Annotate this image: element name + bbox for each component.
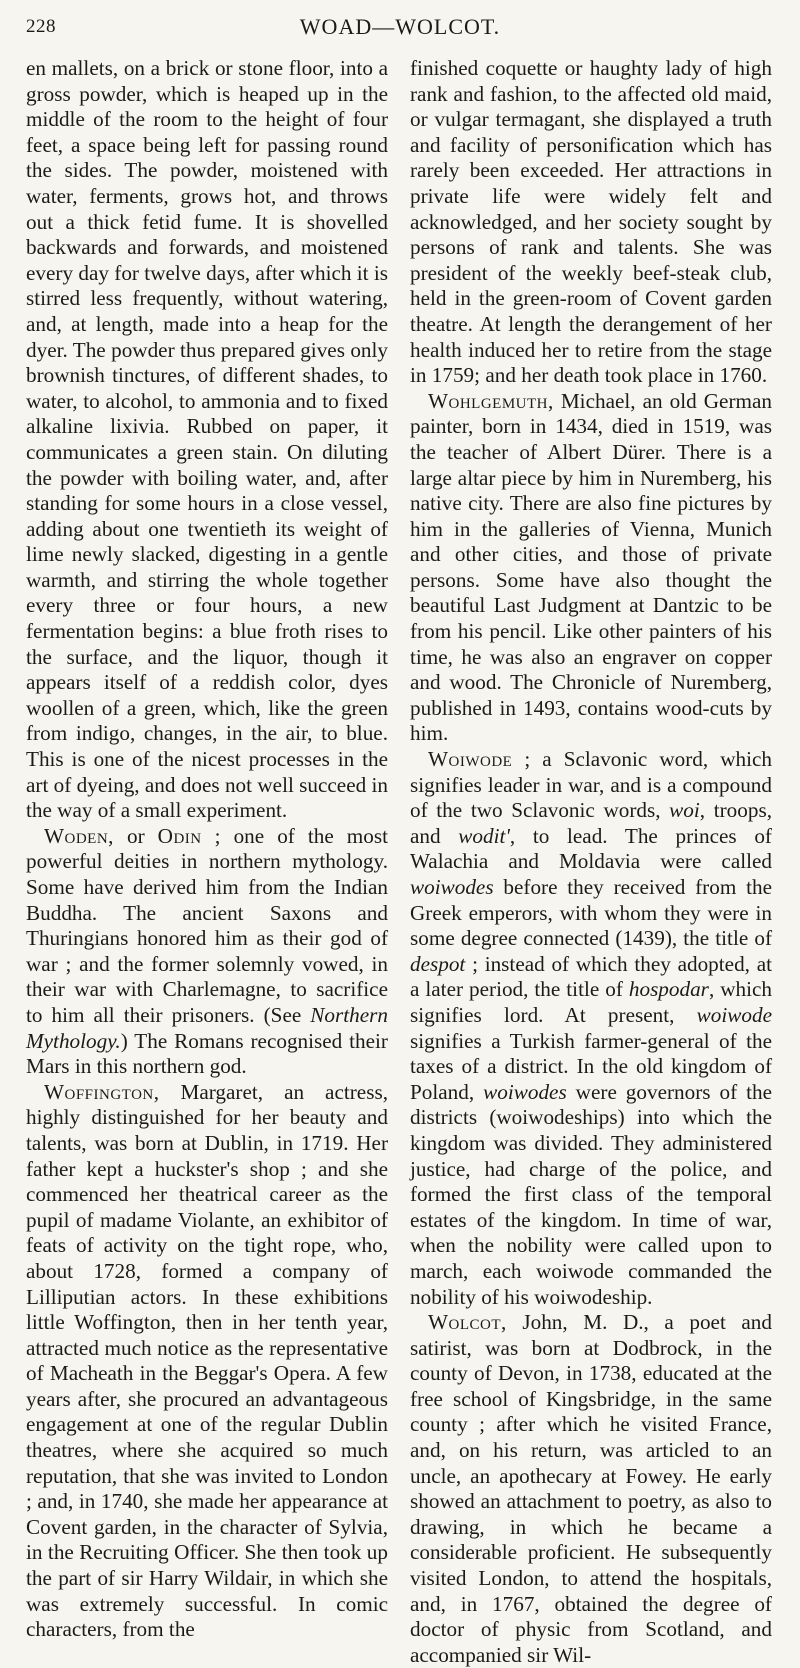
entry-woiwode xyxy=(410,747,772,1310)
right-column xyxy=(410,56,772,1668)
woden-text-end: ) The Romans recognised their Mars in this northern god. xyxy=(26,1028,388,1079)
headword-woden: Woden, xyxy=(44,823,114,848)
headword-woffington: Woffington, xyxy=(44,1079,160,1104)
italic-term: hospodar xyxy=(628,977,709,1002)
woiwode-text-3: , to lead. The princes of Walachia and Moldavia were called xyxy=(410,823,772,874)
headword-wolcot: Wolcot, xyxy=(428,1310,507,1335)
left-column xyxy=(26,56,388,1643)
italic-term: woiwodes xyxy=(483,1079,567,1104)
entry-wohlgemuth xyxy=(410,389,772,747)
headword-wohlgemuth: Wohlgemuth, xyxy=(428,388,554,413)
headword-woiwode: Woiwode xyxy=(428,747,513,772)
italic-term: wodit' xyxy=(458,823,510,848)
woad-entry-continued: en mallets, on a brick or stone floor, into a gross powder, which is heaped up in the middle of the room to the height of four feet, a space being left for passing round the sides. The powder, moistened with water, ferments, grows hot, and throws out a thick fetid fume. It is shovelled backwards and forwards, and moistened every day for twelve days, after which it is stirred less frequently, without watering, and, at length, made into a heap for the dyer. The powder thus prepared gives only brownish tinctures, of different shades, to water, to alcohol, to ammonia and to fixed alkaline lixivia. Rubbed on paper, it communicates a green stain. On diluting the powder with boiling water, and, after standing for some hours in a close vessel, adding about one twentieth its weight of lime newly slacked, digesting in a gentle warmth, and stirring the whole together every three or four hours, a new fermentation begins: a blue froth rises to the surface, and the liquor, though it appears itself of a reddish color, dyes woollen of a green, which, like the green from indigo, changes, in the air, to blue. This is one of the nicest processes in the art of dyeing, and does not well succeed in the way of a small experiment. xyxy=(26,56,388,823)
woiwode-text-4: before they received from the Greek emperors, with whom they were in some degree connected (1439), the title of xyxy=(410,875,772,951)
woiwode-text-2: , troops, and xyxy=(410,798,773,848)
italic-term: woiwode xyxy=(696,1002,772,1027)
entry-woden xyxy=(26,824,388,1080)
woiwode-text-8: were governors of the districts (woiwodeships) into which the kingdom was divided. They administered justice, had charge of the police, and formed the first class of the temporal estates of the kingdom. In time of war, when the nobility were called upon to march, each woiwode commanded the nobility of his woiwodeship. xyxy=(410,1079,772,1309)
woffington-text: Margaret, an actress, highly distinguished for her beauty and talents, was born at Dublin, in 1719. Her father kept a huckster's shop ; and she commenced her theatrical career as the pupil of madame Violante, an exhibitor of feats of activity on the tight rope, who, about 1728, formed a company of Lilliputian actors. In these exhibitions little Woffington, then in her tenth year, attracted much notice as the representative of Macheath in the Beggar's Opera. A few years after, she procured an advantageous engagement at one of the regular Dublin theatres, where she acquired so much reputation, that she was invited to London ; and, in 1740, she made her appearance at Covent garden, in the character of Sylvia, in the Recruiting Officer. She then took up the part of sir Harry Wildair, in which she was extremely successful. In comic characters, from the xyxy=(26,1079,388,1642)
wolcot-text: John, M. D., a poet and satirist, was born at Dodbrock, in the county of Devon, in 1738, educated at the free school of Kingsbridge, in the same county ; after which he visited France, and, on his return, was articled to an uncle, an apothecary at Fowey. He early showed an attachment to poetry, as also to drawing, in which he became a considerable proficient. He subsequently visited London, to attend the hospitals, and, in 1767, obtained the degree of doctor of physic from Scotland, and accompanied sir Wil- xyxy=(410,1310,772,1667)
woiwode-text-1: ; a Sclavonic word, which signifies leader in war, and is a compound of the two Sclavonic words, xyxy=(410,747,772,823)
italic-term: despot xyxy=(410,951,466,976)
woiwode-text-6: , which signifies lord. At present, xyxy=(410,977,773,1027)
running-head: WOAD—WOLCOT. xyxy=(299,14,501,39)
woffington-entry-continued: finished coquette or haughty lady of high rank and fashion, to the affected old maid, or vulgar termagant, she displayed a truth and facility of personification which has rarely been exceeded. Her attractions in private life were widely felt and acknowledged, and her society sought by persons of rank and talents. She was president of the weekly beef-steak club, held in the green-room of Covent garden theatre. At length the derangement of her health induced her to retire from the stage in 1759; and her death took place in 1760. xyxy=(410,56,772,388)
cross-reference: Northern Mythology. xyxy=(26,1002,388,1053)
entry-wolcot xyxy=(410,1310,772,1668)
woiwode-text-7: signifies a Turkish farmer-general of the taxes of a district. In the old kingdom of Poland, xyxy=(410,1028,772,1104)
italic-term: woi xyxy=(669,798,700,823)
woiwode-text-5: ; instead of which they adopted, at a later period, the title of xyxy=(410,951,772,1002)
woden-or: or xyxy=(113,823,158,848)
italic-term: woiwodes xyxy=(410,875,494,899)
entry-woffington xyxy=(26,1080,388,1643)
wohlgemuth-text: Michael, an old German painter, born in 1434, died in 1519, was the teacher of Albert Dürer. There is a large altar piece by him in Nuremberg, his native city. There are also fine pictures by him in the galleries of Vienna, Munich and other cities, and those of private persons. Some have also thought the beautiful Last Judgment at Dantzic to be from his pencil. Like other painters of his time, he was also an engraver on copper and wood. The Chronicle of Nuremberg, published in 1493, contains wood-cuts by him. xyxy=(410,388,772,746)
page-number: 228 xyxy=(26,16,56,37)
woden-text: ; one of the most powerful deities in northern mythology. Some have derived him from the Indian Buddha. The ancient Saxons and Thuringians honored him as their god of war ; and the former solemnly vowed, in their war with Charlemagne, to sacrifice to him all their prisoners. (See xyxy=(26,823,388,1027)
headword-odin: Odin xyxy=(157,823,202,848)
